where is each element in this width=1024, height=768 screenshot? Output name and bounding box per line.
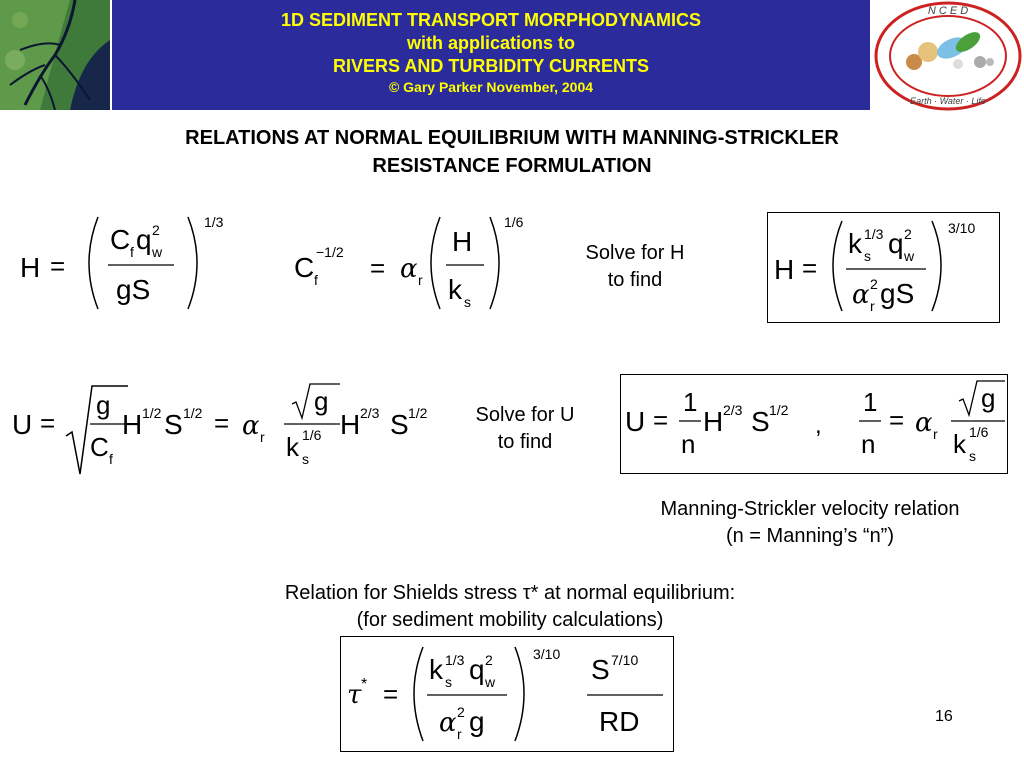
svg-text:1/3: 1/3 — [864, 226, 884, 242]
svg-text:1/6: 1/6 — [504, 214, 524, 230]
slide-header — [0, 0, 1024, 112]
svg-text:k: k — [429, 654, 443, 685]
svg-text:1/2: 1/2 — [408, 405, 428, 421]
copyright-line: © Gary Parker November, 2004 — [388, 79, 594, 95]
svg-text:=: = — [370, 253, 386, 283]
svg-text:1/3: 1/3 — [204, 214, 224, 230]
svg-text:RD: RD — [599, 706, 640, 737]
svg-text:k: k — [848, 228, 862, 259]
logo-motto: Earth · Water · Life — [910, 96, 986, 106]
svg-text:r: r — [260, 429, 265, 445]
svg-text:H: H — [20, 252, 41, 283]
svg-text:2: 2 — [485, 652, 493, 668]
svg-text:k: k — [448, 274, 462, 305]
svg-text:C: C — [110, 224, 131, 255]
svg-text:1/2: 1/2 — [183, 405, 203, 421]
logo-letters: N C E D — [927, 5, 969, 17]
svg-text:q: q — [136, 224, 152, 255]
svg-text:2: 2 — [904, 226, 912, 242]
svg-text:=: = — [40, 408, 56, 438]
manning-caption-line-2: (n = Manning’s “n”) — [725, 525, 895, 547]
svg-text:1/6: 1/6 — [302, 427, 322, 443]
page-number: 16 — [935, 708, 953, 725]
svg-text:=: = — [50, 251, 66, 281]
svg-text:q: q — [469, 654, 485, 685]
note-solve-for-h-line-1: Solve for H — [585, 242, 685, 264]
equation-depth-chezy — [18, 205, 228, 315]
svg-text:S: S — [390, 409, 409, 440]
svg-text:H: H — [703, 406, 724, 437]
svg-text:H: H — [340, 409, 361, 440]
svg-text:=: = — [889, 405, 905, 435]
svg-text:f: f — [130, 244, 134, 260]
boxed-shields-stress-equation — [340, 636, 674, 752]
svg-text:w: w — [485, 674, 496, 690]
shields-caption-line-1: Relation for Shields stress τ* at normal equilibrium: — [284, 582, 736, 604]
svg-text:S: S — [751, 406, 770, 437]
svg-text:−1/2: −1/2 — [316, 244, 344, 260]
svg-text:1: 1 — [683, 387, 698, 417]
svg-text:α: α — [852, 280, 870, 310]
svg-text:n: n — [681, 429, 696, 459]
svg-text:=: = — [802, 253, 818, 283]
svg-text:C: C — [90, 432, 109, 462]
svg-text:1/6: 1/6 — [969, 424, 989, 440]
svg-text:=: = — [214, 408, 230, 438]
svg-text:=: = — [383, 679, 399, 709]
satellite-delta-image — [0, 0, 110, 110]
boxed-manning-velocity-equation — [620, 374, 1008, 474]
svg-text:1/2: 1/2 — [142, 405, 162, 421]
nced-logo — [872, 0, 1024, 112]
svg-text:*: * — [361, 676, 368, 693]
svg-text:s: s — [464, 294, 471, 310]
svg-text:s: s — [864, 248, 871, 264]
course-title-line-3: RIVERS AND TURBIDITY CURRENTS — [332, 56, 650, 76]
svg-text:r: r — [933, 426, 938, 442]
manning-caption-line-1: Manning-Strickler velocity relation — [660, 498, 960, 520]
equation-velocity-derivation — [10, 378, 450, 488]
svg-text:g: g — [314, 386, 329, 416]
svg-text:q: q — [888, 228, 904, 259]
course-title-line-2: with applications to — [406, 33, 575, 53]
svg-text:s: s — [969, 448, 976, 464]
equation-manning-strickler-resistance — [292, 205, 542, 315]
svg-text:r: r — [870, 298, 875, 314]
svg-text:k: k — [953, 429, 966, 459]
note-solve-for-u — [450, 402, 600, 456]
svg-text:2: 2 — [457, 704, 465, 720]
svg-text:=: = — [653, 405, 669, 435]
svg-text:S: S — [591, 654, 610, 685]
svg-text:gS: gS — [880, 278, 915, 309]
svg-text:g: g — [469, 706, 485, 737]
svg-text:g: g — [96, 390, 111, 420]
svg-text:α: α — [915, 408, 933, 438]
svg-text:n: n — [861, 429, 876, 459]
course-title-banner — [112, 0, 870, 110]
svg-text:2/3: 2/3 — [723, 402, 743, 418]
svg-text:s: s — [445, 674, 452, 690]
svg-text:α: α — [439, 708, 457, 738]
svg-text:r: r — [457, 726, 462, 742]
svg-text:C: C — [294, 252, 315, 283]
svg-text:s: s — [302, 451, 309, 467]
svg-text:3/10: 3/10 — [533, 646, 561, 662]
svg-text:gS: gS — [116, 274, 151, 305]
shields-caption-line-2: (for sediment mobility calculations) — [356, 609, 664, 631]
note-solve-for-u-line-2: to find — [497, 431, 553, 453]
svg-text:w: w — [904, 248, 915, 264]
svg-text:1: 1 — [863, 387, 878, 417]
slide-title-line-1: RELATIONS AT NORMAL EQUILIBRIUM WITH MANNING-STRICKLER — [185, 127, 839, 149]
svg-text:2: 2 — [870, 276, 878, 292]
svg-text:k: k — [286, 432, 299, 462]
svg-text:3/10: 3/10 — [948, 220, 976, 236]
svg-text:2: 2 — [152, 222, 160, 238]
svg-text:S: S — [164, 409, 183, 440]
note-solve-for-u-line-1: Solve for U — [475, 404, 575, 426]
svg-text:r: r — [418, 272, 423, 288]
svg-text:U: U — [12, 409, 33, 440]
boxed-depth-equation — [767, 212, 1000, 323]
svg-text:7/10: 7/10 — [611, 652, 639, 668]
svg-text:H: H — [122, 409, 143, 440]
delta-channels-graphic — [0, 0, 110, 110]
svg-text:,: , — [815, 412, 822, 439]
note-solve-for-h-line-2: to find — [607, 269, 663, 291]
manning-caption — [610, 496, 1010, 550]
svg-text:f: f — [109, 451, 113, 467]
svg-text:τ: τ — [347, 680, 362, 710]
svg-text:H: H — [774, 254, 795, 285]
svg-text:2/3: 2/3 — [360, 405, 380, 421]
svg-text:α: α — [242, 411, 260, 441]
svg-text:U: U — [625, 406, 646, 437]
note-solve-for-h — [560, 240, 710, 294]
svg-text:w: w — [152, 244, 163, 260]
slide-title-line-2: RESISTANCE FORMULATION — [372, 155, 652, 177]
svg-text:1/3: 1/3 — [445, 652, 465, 668]
course-title-line-1: 1D SEDIMENT TRANSPORT MORPHODYNAMICS — [280, 10, 702, 30]
shields-caption — [180, 580, 840, 634]
svg-text:g: g — [981, 383, 996, 413]
svg-text:1/2: 1/2 — [769, 402, 789, 418]
svg-text:f: f — [314, 272, 318, 288]
svg-text:H: H — [452, 226, 473, 257]
svg-text:α: α — [400, 254, 418, 284]
slide-title — [60, 124, 964, 180]
